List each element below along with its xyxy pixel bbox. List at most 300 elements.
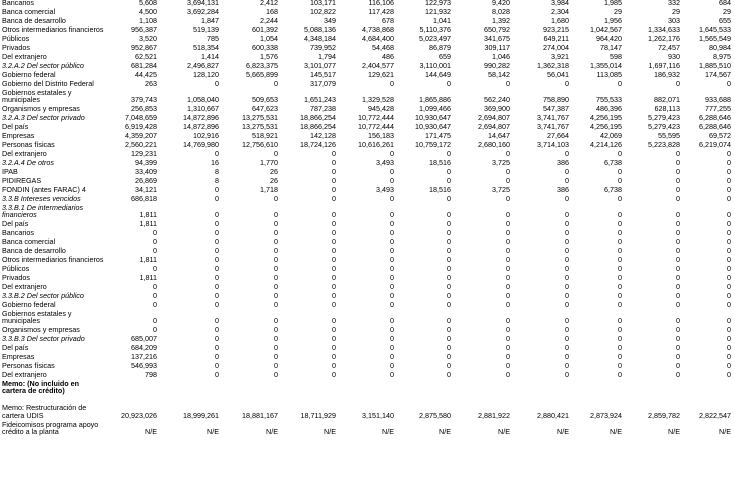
table-cell: 0 [727,166,731,176]
table-cell: 0 [390,219,394,229]
row-label: Memo: (No incluido en cartera de crédito) [2,378,80,396]
table-cell: 0 [506,228,510,237]
table-cell: 62,521 [135,51,157,61]
table-cell: 1,108 [139,15,157,25]
table-row [0,404,735,419]
table-cell: 0 [447,254,451,264]
table-cell: 349 [324,15,336,25]
table-cell: 0 [447,299,451,309]
table-cell: 1,770 [260,157,278,167]
table-cell: 0 [565,219,569,229]
table-row [0,421,735,436]
table-cell: 2,560,221 [125,139,157,149]
table-cell: 0 [390,166,394,176]
table-cell: 1,885,510 [699,60,731,70]
table-cell: 58,142 [488,69,510,79]
row-label: Privados [2,42,30,52]
table-cell: 26 [270,175,278,185]
table-cell: 0 [390,78,394,88]
table-cell: 785 [207,33,219,43]
table-cell: 6,919,428 [125,121,157,131]
table-cell: 8 [215,175,219,185]
table-cell: 0 [618,281,622,291]
table-cell: 0 [274,219,278,229]
table-cell: 681,284 [131,60,157,70]
table-cell: 386 [557,184,569,194]
table-cell: 3,101,077 [304,60,336,70]
row-label: Gobierno del Distrito Federal [2,78,94,88]
table-cell: 3,493 [376,157,394,167]
table-cell: 386 [557,157,569,167]
table-cell: 0 [618,175,622,185]
row-label: 3.3.B.2 Del sector público [2,290,84,300]
table-cell: 685,007 [131,334,157,344]
table-cell: 1,262,176 [648,33,680,43]
row-label: PIDIREGAS [2,175,42,185]
table-cell: 3,694,131 [187,0,219,7]
table-cell: 2,680,160 [478,139,510,149]
table-cell: 4,359,207 [125,130,157,140]
table-cell: 547,387 [543,104,569,114]
table-cell: 0 [215,236,219,246]
row-label: Del país [2,121,29,131]
table-cell: 102,916 [193,130,219,140]
table-cell: 0 [274,263,278,273]
table-cell: 0 [506,148,510,158]
table-cell: 0 [332,219,336,229]
table-cell: 2,873,924 [590,410,622,420]
table-cell: 0 [506,334,510,344]
table-cell: 0 [727,236,731,246]
table-cell: 0 [332,369,336,379]
table-cell: 0 [390,343,394,352]
table-cell: 0 [215,281,219,291]
table-cell: 8,975 [713,51,731,61]
table-cell: 787,238 [310,104,336,114]
table-cell: 0 [390,272,394,282]
table-row [0,123,735,131]
table-cell: 0 [565,236,569,246]
table-cell: 0 [215,184,219,194]
table-cell: 2,496,827 [187,60,219,70]
table-cell: 0 [676,210,680,220]
table-cell: 0 [565,360,569,370]
table-cell: 1,651,243 [304,95,336,105]
table-cell: 0 [506,78,510,88]
table-cell: 0 [727,334,731,344]
table-cell: 0 [727,210,731,220]
table-cell: 0 [727,157,731,167]
table-cell: 0 [565,316,569,326]
table-cell: 0 [215,219,219,229]
table-row [0,89,735,104]
table-cell: N/E [719,427,731,437]
table-cell: 6,738 [604,157,622,167]
table-cell: 0 [447,219,451,229]
table-cell: 546,993 [131,360,157,370]
table-cell: 0 [447,316,451,326]
table-cell: 0 [215,316,219,326]
table-cell: 0 [618,360,622,370]
table-cell: 684 [719,0,731,7]
table-cell: 0 [332,236,336,246]
row-label: Banca comercial [2,6,56,16]
table-cell: 0 [274,193,278,203]
table-cell: 1,811 [139,272,157,282]
row-label: 3.2.A.4 De otros [2,157,54,167]
table-cell: 4,348,184 [304,33,336,43]
table-cell: 7,048,659 [125,113,157,122]
table-cell: 0 [153,316,157,326]
table-cell: 933,688 [705,95,731,105]
row-label: Bancarios [2,0,34,7]
table-cell: 0 [390,148,394,158]
row-label: Otros intermediarios financieros [2,24,104,34]
table-cell: 0 [215,245,219,255]
table-cell: 18,881,167 [242,410,278,420]
table-cell: 0 [727,219,731,229]
table-cell: 0 [332,334,336,344]
table-cell: 0 [447,272,451,282]
table-cell: 798 [145,369,157,379]
table-cell: 10,772,444 [358,121,394,131]
table-cell: 0 [565,334,569,344]
table-cell: 0 [676,157,680,167]
table-cell: 0 [447,334,451,344]
table-cell: 0 [215,369,219,379]
table-row [0,132,735,140]
table-cell: 332 [668,0,680,7]
table-cell: 0 [676,236,680,246]
table-row [0,0,735,7]
table-cell: 303 [668,15,680,25]
table-cell: 0 [332,254,336,264]
table-row [0,159,735,167]
table-cell: 0 [447,325,451,335]
table-cell: 117,428 [368,6,394,16]
table-cell: 0 [390,175,394,185]
table-cell: 12,756,610 [242,139,278,149]
table-cell: 0 [215,254,219,264]
table-cell: 0 [274,78,278,88]
table-cell: 678 [382,15,394,25]
table-cell: 3,725 [492,157,510,167]
table-cell: 103,171 [310,0,336,7]
table-cell: 0 [274,343,278,352]
table-cell: 78,147 [600,42,622,52]
table-cell: 42,069 [600,130,622,140]
table-cell: 0 [565,299,569,309]
table-cell: 6,738 [604,184,622,194]
table-cell: 0 [618,272,622,282]
table-cell: 0 [506,236,510,246]
table-row [0,204,735,219]
table-cell: 102,822 [310,6,336,16]
table-cell: 0 [506,369,510,379]
table-cell: 0 [153,245,157,255]
table-cell: 16 [211,157,219,167]
table-cell: 0 [390,360,394,370]
table-cell: 4,738,868 [362,24,394,34]
table-cell: 0 [565,325,569,335]
table-row [0,247,735,255]
table-cell: 0 [727,369,731,379]
table-cell: 0 [727,360,731,370]
table-cell: 0 [676,334,680,344]
table-cell: 649,211 [543,33,569,43]
table-cell: 0 [727,343,731,352]
table-cell: 1,697,116 [648,60,680,70]
table-cell: 0 [676,325,680,335]
table-cell: 171,475 [425,130,451,140]
table-cell: 0 [153,290,157,300]
table-cell: 0 [390,369,394,379]
table-cell: N/E [439,427,451,437]
table-cell: 14,647 [488,130,510,140]
table-cell: N/E [382,427,394,437]
table-cell: 5,279,423 [648,121,680,131]
table-cell: 0 [565,351,569,361]
table-row [0,283,735,291]
table-cell: 122,973 [425,0,451,7]
table-cell: 0 [727,351,731,361]
row-label: 3.2.A.3 Del sector privado [2,113,85,122]
table-cell: 739,952 [310,42,336,52]
table-cell: 0 [727,193,731,203]
table-cell: 0 [676,78,680,88]
table-cell: 0 [676,175,680,185]
table-cell: 0 [215,228,219,237]
table-cell: 1,362,318 [537,60,569,70]
table-cell: 29 [614,6,622,16]
table-cell: 0 [447,148,451,158]
row-label: Banca de desarrollo [2,245,66,255]
table-row [0,186,735,194]
table-cell: 1,054 [260,33,278,43]
table-cell: 86,879 [429,42,451,52]
table-row [0,53,735,61]
table-cell: 0 [727,299,731,309]
table-cell: 80,984 [709,42,731,52]
table-row [0,353,735,361]
table-cell: 0 [153,263,157,273]
table-cell: 0 [332,360,336,370]
table-cell: 0 [727,281,731,291]
table-cell: 0 [676,360,680,370]
table-cell: 0 [506,272,510,282]
table-cell: 1,334,633 [648,24,680,34]
table-cell: 0 [506,219,510,229]
table-cell: 0 [618,148,622,158]
table-cell: 29 [672,6,680,16]
table-cell: 0 [274,281,278,291]
table-cell: 0 [727,316,731,326]
table-cell: 18,711,929 [300,410,336,420]
table-cell: 0 [676,263,680,273]
table-cell: 33,409 [135,166,157,176]
table-cell: 0 [676,166,680,176]
table-cell: 628,113 [654,104,680,114]
table-cell: 0 [565,290,569,300]
table-cell: 0 [215,78,219,88]
row-label: Gobierno federal [2,69,56,79]
table-cell: N/E [498,427,510,437]
table-cell: 0 [676,316,680,326]
row-label: Gobierno federal [2,299,56,309]
table-cell: 14,769,980 [183,139,219,149]
table-cell: 0 [447,245,451,255]
table-cell: 18,866,254 [300,121,336,131]
table-cell: 309,117 [484,42,510,52]
table-cell: 0 [332,272,336,282]
table-cell: 55,595 [658,130,680,140]
table-cell: 598 [610,51,622,61]
table-cell: 0 [676,219,680,229]
table-cell: 0 [676,245,680,255]
table-cell: 0 [565,148,569,158]
table-cell: 0 [676,272,680,282]
table-cell: 0 [447,290,451,300]
table-cell: 10,616,261 [358,139,394,149]
table-cell: 0 [447,360,451,370]
table-cell: 0 [727,325,731,335]
table-row [0,114,735,122]
table-cell: 14,872,896 [183,121,219,131]
table-cell: 0 [727,78,731,88]
table-cell: 0 [390,334,394,344]
table-cell: 4,500 [139,6,157,16]
table-cell: 0 [618,219,622,229]
table-row [0,301,735,309]
table-cell: 0 [565,193,569,203]
table-row [0,274,735,282]
table-cell: 0 [506,351,510,361]
table-row [0,141,735,149]
table-cell: 519,139 [193,24,219,34]
table-cell: 486 [382,51,394,61]
table-cell: 0 [153,236,157,246]
table-cell: 0 [618,245,622,255]
table-cell: 0 [727,175,731,185]
table-row [0,362,735,370]
table-cell: 0 [618,343,622,352]
table-cell: 0 [727,228,731,237]
table-cell: 3,921 [551,51,569,61]
table-row [0,8,735,16]
table-cell: 0 [727,184,731,194]
table-cell: 121,932 [425,6,451,16]
table-cell: 5,665,899 [246,69,278,79]
row-label: Otros intermediarios financieros [2,254,104,264]
table-cell: 0 [676,254,680,264]
table-cell: 0 [274,360,278,370]
table-cell: 5,608 [139,0,157,7]
table-cell: 6,219,074 [699,139,731,149]
table-cell: 0 [153,325,157,335]
table-cell: 600,338 [252,42,278,52]
table-cell: 0 [727,290,731,300]
table-cell: 0 [506,360,510,370]
table-row [0,177,735,185]
table-cell: 3,984 [551,0,569,7]
row-label: Del extranjero [2,148,47,158]
row-label: 3.3.B Intereses vencidos [2,193,81,203]
table-cell: N/E [145,427,157,437]
table-cell: N/E [557,427,569,437]
table-cell: 0 [274,228,278,237]
row-label: Públicos [2,33,30,43]
row-label: Gobiernos estatales y municipales [2,308,72,326]
table-cell: 0 [332,343,336,352]
table-cell: 1,310,667 [187,104,219,114]
table-cell: 0 [274,369,278,379]
table-cell: 0 [618,193,622,203]
table-cell: 4,256,195 [590,113,622,122]
table-row [0,371,735,379]
table-cell: 3,520 [139,33,157,43]
table-row [0,238,735,246]
table-cell: 0 [274,299,278,309]
table-cell: 659 [439,51,451,61]
table-cell: 0 [676,228,680,237]
table-cell: 4,684,400 [362,33,394,43]
table-cell: 0 [727,272,731,282]
table-cell: 945,428 [368,104,394,114]
table-cell: 0 [332,175,336,185]
table-cell: 0 [390,316,394,326]
table-cell: 0 [676,281,680,291]
table-cell: 18,516 [429,184,451,194]
table-cell: 964,420 [596,33,622,43]
table-cell: 758,890 [543,95,569,105]
table-row [0,292,735,300]
row-label: Fideicomisos programa apoyo crédito a la planta [2,419,99,437]
table-cell: 2,244 [260,15,278,25]
table-cell: 990,282 [484,60,510,70]
table-cell: 3,741,767 [537,121,569,131]
row-label: Privados [2,272,30,282]
table-cell: 0 [332,351,336,361]
table-cell: 0 [676,148,680,158]
table-cell: 0 [447,210,451,220]
table-cell: 0 [676,193,680,203]
table-cell: 0 [565,175,569,185]
table-cell: 44,425 [135,69,157,79]
table-cell: 0 [153,281,157,291]
table-row [0,44,735,52]
table-cell: 174,567 [705,69,731,79]
table-cell: 0 [727,263,731,273]
table-cell: 518,921 [252,130,278,140]
table-cell: 26,869 [135,175,157,185]
table-cell: 0 [274,236,278,246]
table-cell: 1,099,466 [419,104,451,114]
table-cell: 1,794 [318,51,336,61]
row-label: Públicos [2,263,30,273]
table-cell: 0 [447,351,451,361]
table-cell: 129,231 [131,148,157,158]
table-cell: 1,985 [604,0,622,7]
table-cell: 956,387 [131,24,157,34]
table-cell: 10,772,444 [358,113,394,122]
table-cell: 0 [676,184,680,194]
table-cell: 0 [274,210,278,220]
table-cell: 263 [145,78,157,88]
table-cell: 94,399 [135,157,157,167]
table-cell: 1,392 [492,15,510,25]
table-cell: 0 [215,360,219,370]
table-cell: 1,355,014 [590,60,622,70]
